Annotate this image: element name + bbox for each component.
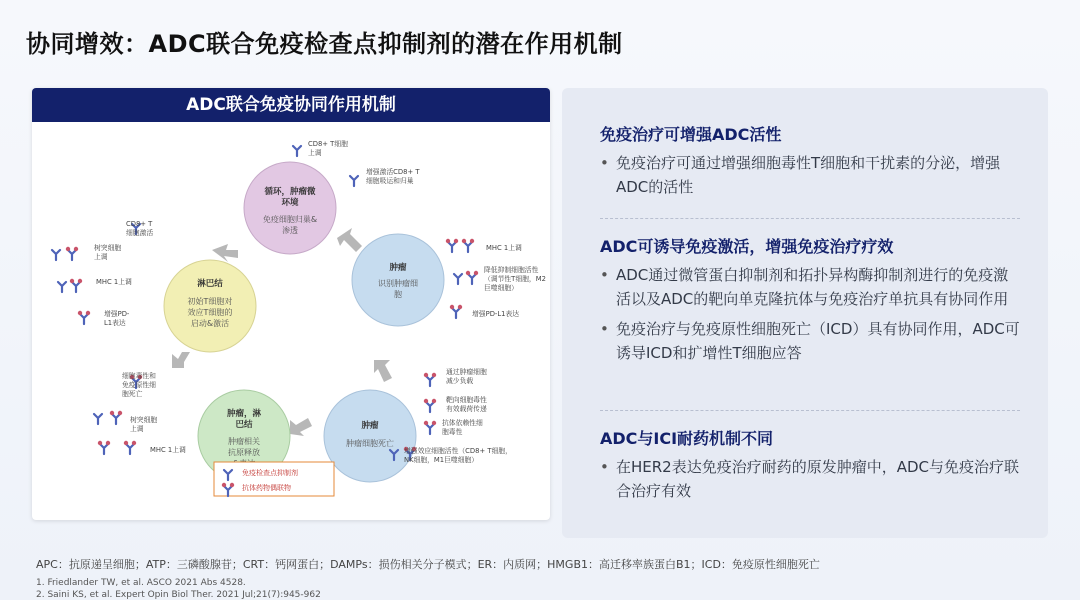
svg-text:通过肿瘤细胞: 通过肿瘤细胞 (446, 368, 487, 376)
node-tumor-body: 识别肿瘤细 (378, 279, 418, 288)
bullet-text: • 免疫治疗与免疫原性细胞死亡（ICD）具有协同作用，ADC可诱导ICD和扩增性T细胞应答 (600, 317, 1020, 365)
svg-text:NK细胞，M1巨噬细胞）: NK细胞，M1巨噬细胞） (404, 456, 479, 464)
section-adc-activation (600, 234, 1020, 365)
adc-icon (424, 421, 436, 434)
adc-icon (446, 239, 458, 252)
divider (600, 218, 1020, 219)
svg-text:效应T细胞的: 效应T细胞的 (187, 308, 233, 317)
bullet-text: • 免疫治疗可通过增强细胞毒性T细胞和干扰素的分泌，增强ADC的活性 (600, 151, 1020, 199)
svg-text:细胞激活: 细胞激活 (126, 229, 154, 237)
section-immunotherapy (600, 122, 1020, 199)
adc-icon (466, 271, 478, 284)
node-circulation-body: 免疫细胞归巢& (262, 215, 318, 224)
arrow-tumorlymph-to-lymph (172, 352, 190, 368)
svg-text:细胞吸运和归巢: 细胞吸运和归巢 (366, 177, 414, 185)
svg-text:MHC 1上调: MHC 1上调 (486, 244, 522, 252)
adc-icon (66, 247, 78, 260)
svg-text:降低抑制细胞活性: 降低抑制细胞活性 (484, 266, 539, 274)
reference-1: 1. Friedlander TW, et al. ASCO 2021 Abs 4528. (36, 578, 246, 588)
antibody-icon (58, 282, 66, 292)
svg-text:抗原释放: 抗原释放 (228, 448, 260, 457)
page-title: 协同增效：ADC联合免疫检查点抑制剂的潜在作用机制 (26, 30, 623, 58)
antibody-icon (293, 146, 301, 156)
svg-text:L1表达: L1表达 (104, 319, 126, 327)
section-resistance (600, 426, 1020, 503)
divider (600, 410, 1020, 411)
reference-2: 2. Saini KS, et al. Expert Opin Biol Ther. 2021 Jul;21(7):945-962 (36, 590, 321, 600)
svg-text:细胞毒性和: 细胞毒性和 (122, 372, 156, 380)
antibody-icon (94, 414, 102, 424)
svg-text:巴结: 巴结 (235, 420, 253, 430)
adc-icon (424, 399, 436, 412)
diagram-header: ADC联合免疫协同作用机制 (32, 88, 550, 122)
svg-text:上调: 上调 (308, 149, 322, 157)
antibody-icon (52, 250, 60, 260)
svg-text:CD8+ T细胞: CD8+ T细胞 (308, 140, 348, 148)
node-tumor-death-title: 肿瘤 (361, 421, 379, 431)
adc-icon (98, 441, 110, 454)
svg-text:减少负载: 减少负载 (446, 377, 474, 385)
node-circulation-title: 循环，肿瘤微 (264, 187, 316, 197)
svg-text:免疫原性细: 免疫原性细 (122, 381, 156, 389)
svg-text:胞: 胞 (394, 290, 402, 299)
bullet-text: • ADC通过微管蛋白抑制剂和拓扑异构酶抑制剂进行的免疫激活以及ADC的靶向单克隆抗体与免疫治疗单抗具有协同作用 (600, 263, 1020, 311)
section-title: ADC可诱导免疫激活，增强免疫治疗疗效 (600, 237, 894, 256)
node-tumor-lymph-title: 肿瘤，淋 (226, 409, 262, 419)
diagram-panel (32, 88, 550, 520)
svg-text:MHC 1上调: MHC 1上调 (150, 446, 186, 454)
svg-text:增强PD-L1表达: 增强PD-L1表达 (472, 310, 520, 318)
node-tumor-lymph-body: 肿瘤相关 (228, 437, 260, 446)
adc-icon (78, 311, 90, 324)
svg-text:环境: 环境 (281, 198, 299, 208)
svg-text:靶向细胞毒性: 靶向细胞毒性 (446, 396, 487, 404)
node-tumor-title: 肿瘤 (389, 263, 407, 273)
svg-text:（调节性T细胞，M2: （调节性T细胞，M2 (484, 275, 546, 283)
svg-text:胞毒性: 胞毒性 (442, 428, 463, 436)
svg-text:增强PD-: 增强PD- (104, 310, 130, 318)
adc-icon (70, 279, 82, 292)
svg-text:MHC 1上调: MHC 1上调 (96, 278, 132, 286)
arrow-death-to-tumorlymph (290, 418, 312, 436)
legend-adc-label: 抗体药物偶联物 (242, 484, 291, 492)
arrow-circ-to-tumor (337, 228, 362, 252)
adc-icon (124, 441, 136, 454)
svg-text:上调: 上调 (94, 253, 108, 261)
svg-text:上调: 上调 (130, 425, 144, 433)
info-panel (562, 88, 1048, 538)
svg-text:CD8+ T: CD8+ T (126, 220, 153, 228)
node-circulation (244, 162, 336, 254)
node-lymph-title: 淋巴结 (197, 279, 223, 289)
antibody-icon (454, 274, 462, 284)
arrow-tumor-to-death (374, 360, 392, 382)
svg-text:胞死亡: 胞死亡 (122, 390, 143, 398)
antibody-icon (350, 176, 358, 186)
svg-text:树突细胞: 树突细胞 (94, 244, 122, 252)
section-title: 免疫治疗可增强ADC活性 (600, 125, 782, 144)
arrow-lymph-to-circ (212, 244, 238, 262)
svg-text:渗透: 渗透 (282, 226, 298, 235)
node-tumor (352, 234, 444, 326)
node-lymph-body: 初始T细胞对 (187, 297, 233, 306)
svg-text:增强效应细胞活性（CD8+ T细胞，: 增强效应细胞活性（CD8+ T细胞， (404, 447, 512, 455)
adc-icon (110, 411, 122, 424)
svg-text:启动&激活: 启动&激活 (190, 319, 230, 328)
legend-checkpoint-label: 免疫检查点抑制剂 (242, 469, 298, 477)
adc-icon (462, 239, 474, 252)
abbreviation-note: APC：抗原递呈细胞；ATP：三磷酸腺苷；CRT：钙网蛋白；DAMPs：损伤相关分子模式；ER：内质网；HMGB1：高迁移率族蛋白B1；ICD：免疫原性细胞死亡 (36, 558, 820, 571)
svg-text:增强激活CD8+ T: 增强激活CD8+ T (366, 168, 420, 176)
svg-text:抗体依赖性细: 抗体依赖性细 (442, 419, 483, 427)
node-tumor-death (324, 390, 416, 482)
svg-text:巨噬细胞）: 巨噬细胞） (484, 284, 518, 292)
adc-icon (450, 305, 462, 318)
mechanism-diagram (32, 122, 550, 520)
svg-text:有效载荷传递: 有效载荷传递 (446, 405, 487, 413)
section-title: ADC与ICI耐药机制不同 (600, 429, 774, 448)
legend (214, 462, 334, 496)
node-lymph (164, 260, 256, 352)
bullet-text: • 在HER2表达免疫治疗耐药的原发肿瘤中，ADC与免疫治疗联合治疗有效 (600, 455, 1020, 503)
node-tumor-death-body: 肿瘤细胞死亡 (346, 439, 394, 448)
adc-icon (424, 373, 436, 386)
svg-text:树突细胞: 树突细胞 (130, 416, 158, 424)
